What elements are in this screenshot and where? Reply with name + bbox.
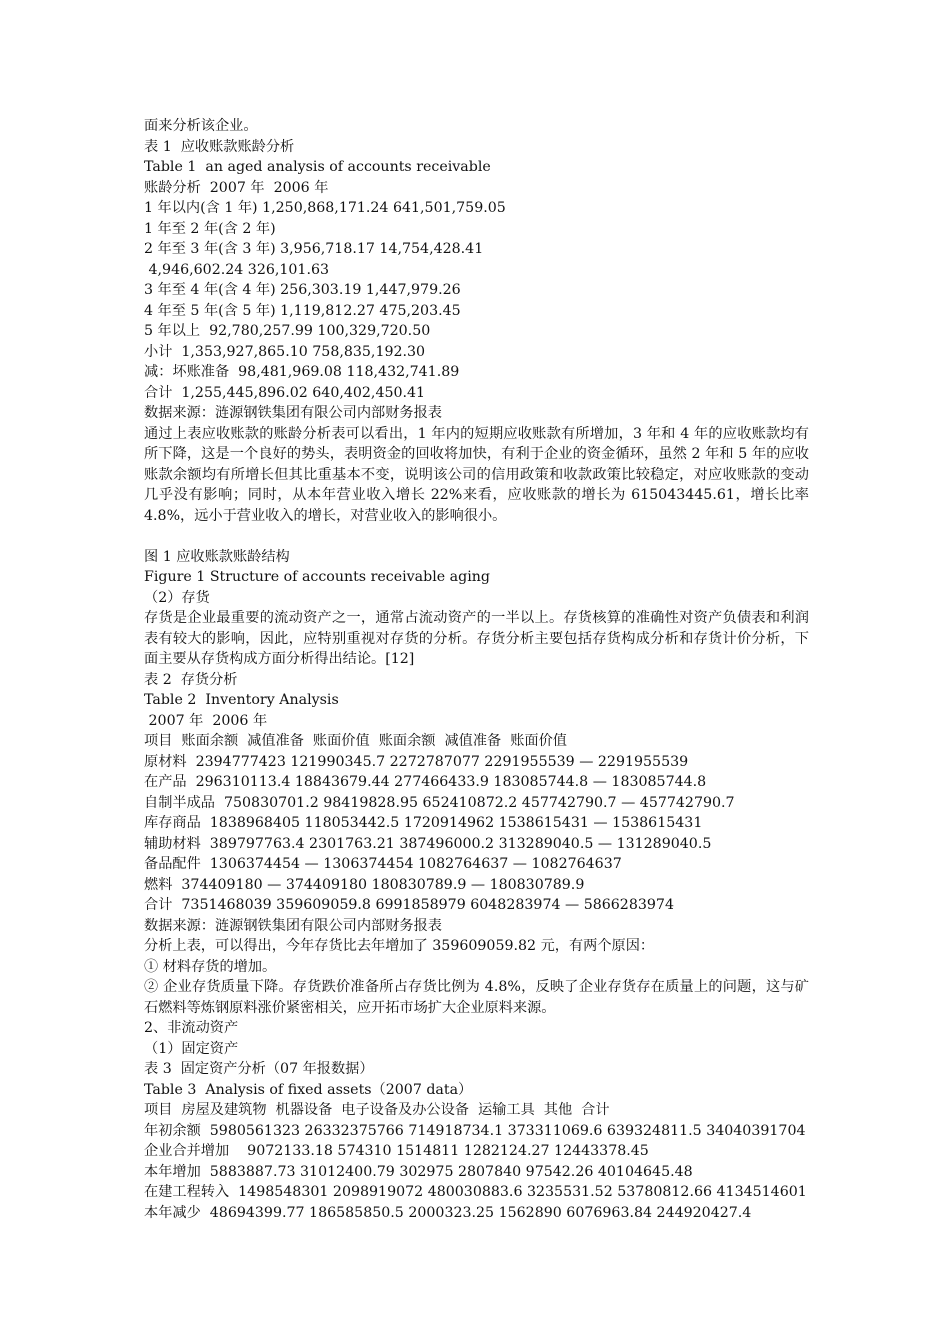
figure-caption-zh: 图 1 应收账款账龄结构 bbox=[144, 548, 290, 565]
table-caption-en: Table 2 Inventory Analysis bbox=[144, 692, 339, 708]
analysis-paragraph: 通过上表应收账款的账龄分析表可以看出，1 年内的短期应收账款有所增加，3 年和 4 年的应收账款均有所下降，这是一个良好的势头，表明资金的回收将加快，有利于企业的资金循环，虽然 2 年和 5 年的应收账款余额均有所增长但其比重基本不变，说明该公司的信用政策和收款政策比较稳定，对应收账款的变动几乎没有影响；同时，从本年营业收入增长 22%来看，应收账款的增长为 615043445.61，增长比率 4.8%，远小于营业收入的增长，对营业收入的影响很小。 bbox=[144, 425, 809, 524]
table-row: 备品配件 1306374454 — 1306374454 1082764637 — 1082764637 bbox=[144, 856, 622, 872]
table-caption-en: Table 1 an aged analysis of accounts receivable bbox=[144, 159, 491, 175]
table-row: 库存商品 1838968405 118053442.5 1720914962 1538615431 — 1538615431 bbox=[144, 815, 703, 831]
table-row: 年初余额 5980561323 26332375766 714918734.1 373311069.6 639324811.5 34040391704 bbox=[144, 1122, 806, 1139]
table-row: 辅助材料 389797763.4 2301763.21 387496000.2 313289040.5 — 131289040.5 bbox=[144, 835, 712, 852]
table-row: 3 年至 4 年(含 4 年) 256,303.19 1,447,979.26 bbox=[144, 282, 461, 298]
section-heading: 2、非流动资产 bbox=[144, 1020, 239, 1036]
table-row: 在产品 296310113.4 18843679.44 277466433.9 183085744.8 — 183085744.8 bbox=[144, 774, 707, 790]
table-header-row: 项目 账面余额 减值准备 账面价值 账面余额 减值准备 账面价值 bbox=[144, 733, 567, 749]
receivable-aging-block bbox=[144, 116, 809, 424]
table-caption-en: Table 3 Analysis of fixed assets（2007 data） bbox=[144, 1081, 473, 1098]
data-source-note: 数据来源：涟源钢铁集团有限公司内部财务报表 bbox=[144, 917, 442, 934]
table-row: 自制半成品 750830701.2 98419828.95 652410872.2 457742790.7 — 457742790.7 bbox=[144, 794, 735, 811]
table-row: 4 年至 5 年(含 5 年) 1,119,812.27 475,203.45 bbox=[144, 302, 461, 319]
text-line: 分析上表，可以得出，今年存货比去年增加了 359609059.82 元，有两个原因： bbox=[144, 938, 655, 954]
list-item-paragraph: ② 企业存货质量下降。存货跌价准备所占存货比例为 4.8%，反映了企业存货存在质量上的问题，这与矿石燃料等炼钢原料涨价紧密相关，应开拓市场扩大企业原料来源。 bbox=[144, 979, 809, 1016]
table-row: 合计 1,255,445,896.02 640,402,450.41 bbox=[144, 384, 426, 401]
table-row: 2 年至 3 年(含 3 年) 3,956,718.17 14,754,428.41 bbox=[144, 241, 484, 257]
inventory-table-block bbox=[144, 670, 809, 978]
figure-caption-en: Figure 1 Structure of accounts receivable aging bbox=[144, 569, 490, 585]
table-row: 本年减少 48694399.77 186585850.5 2000323.25 1562890 6076963.84 244920427.4 bbox=[144, 1204, 752, 1221]
table-row: 1 年至 2 年(含 2 年) bbox=[144, 220, 276, 237]
figure-placeholder bbox=[144, 526, 809, 547]
document-body bbox=[144, 116, 809, 1223]
table-row: 小计 1,353,927,865.10 758,835,192.30 bbox=[144, 343, 426, 360]
table-row: 减：坏账准备 98,481,969.08 118,432,741.89 bbox=[144, 364, 460, 380]
section-heading: （2）存货 bbox=[144, 589, 210, 606]
table-header-row: 2007 年 2006 年 bbox=[144, 712, 268, 729]
table-caption-zh: 表 3 固定资产分析（07 年报数据） bbox=[144, 1061, 374, 1077]
table-row: 1 年以内(含 1 年) 1,250,868,171.24 641,501,759.05 bbox=[144, 200, 506, 216]
table-header-row: 账龄分析 2007 年 2006 年 bbox=[144, 179, 329, 196]
text-line: 面来分析该企业。 bbox=[144, 118, 258, 134]
table-row: 在建工程转入 1498548301 2098919072 480030883.6 3235531.52 53780812.66 4134514601 bbox=[144, 1184, 807, 1200]
fixed-assets-block bbox=[144, 1018, 809, 1223]
table-row: 原材料 2394777423 121990345.7 2272787077 2291955539 — 2291955539 bbox=[144, 753, 689, 770]
table-header-row: 项目 房屋及建筑物 机器设备 电子设备及办公设备 运输工具 其他 合计 bbox=[144, 1102, 610, 1118]
table-row: 企业合并增加 9072133.18 574310 1514811 1282124.27 12443378.45 bbox=[144, 1143, 649, 1159]
table-row: 合计 7351468039 359609059.8 6991858979 6048283974 — 5866283974 bbox=[144, 897, 674, 913]
table-row: 4,946,602.24 326,101.63 bbox=[144, 261, 330, 278]
inventory-intro-block bbox=[144, 547, 809, 609]
table-caption-zh: 表 2 存货分析 bbox=[144, 671, 238, 688]
table-row: 燃料 374409180 — 374409180 180830789.9 — 180830789.9 bbox=[144, 876, 585, 893]
data-source-note: 数据来源：涟源钢铁集团有限公司内部财务报表 bbox=[144, 405, 442, 421]
table-caption-zh: 表 1 应收账款账龄分析 bbox=[144, 138, 295, 155]
list-item: ① 材料存货的增加。 bbox=[144, 958, 277, 975]
section-heading: （1）固定资产 bbox=[144, 1040, 239, 1057]
table-row: 本年增加 5883887.73 31012400.79 302975 2807840 97542.26 40104645.48 bbox=[144, 1163, 693, 1180]
inventory-paragraph: 存货是企业最重要的流动资产之一，通常占流动资产的一半以上。存货核算的准确性对资产负债表和利润表有较大的影响，因此，应特别重视对存货的分析。存货分析主要包括存货构成分析和存货计价分析，下面主要从存货构成方面分析得出结论。[12] bbox=[144, 610, 809, 667]
table-row: 5 年以上 92,780,257.99 100,329,720.50 bbox=[144, 323, 431, 339]
